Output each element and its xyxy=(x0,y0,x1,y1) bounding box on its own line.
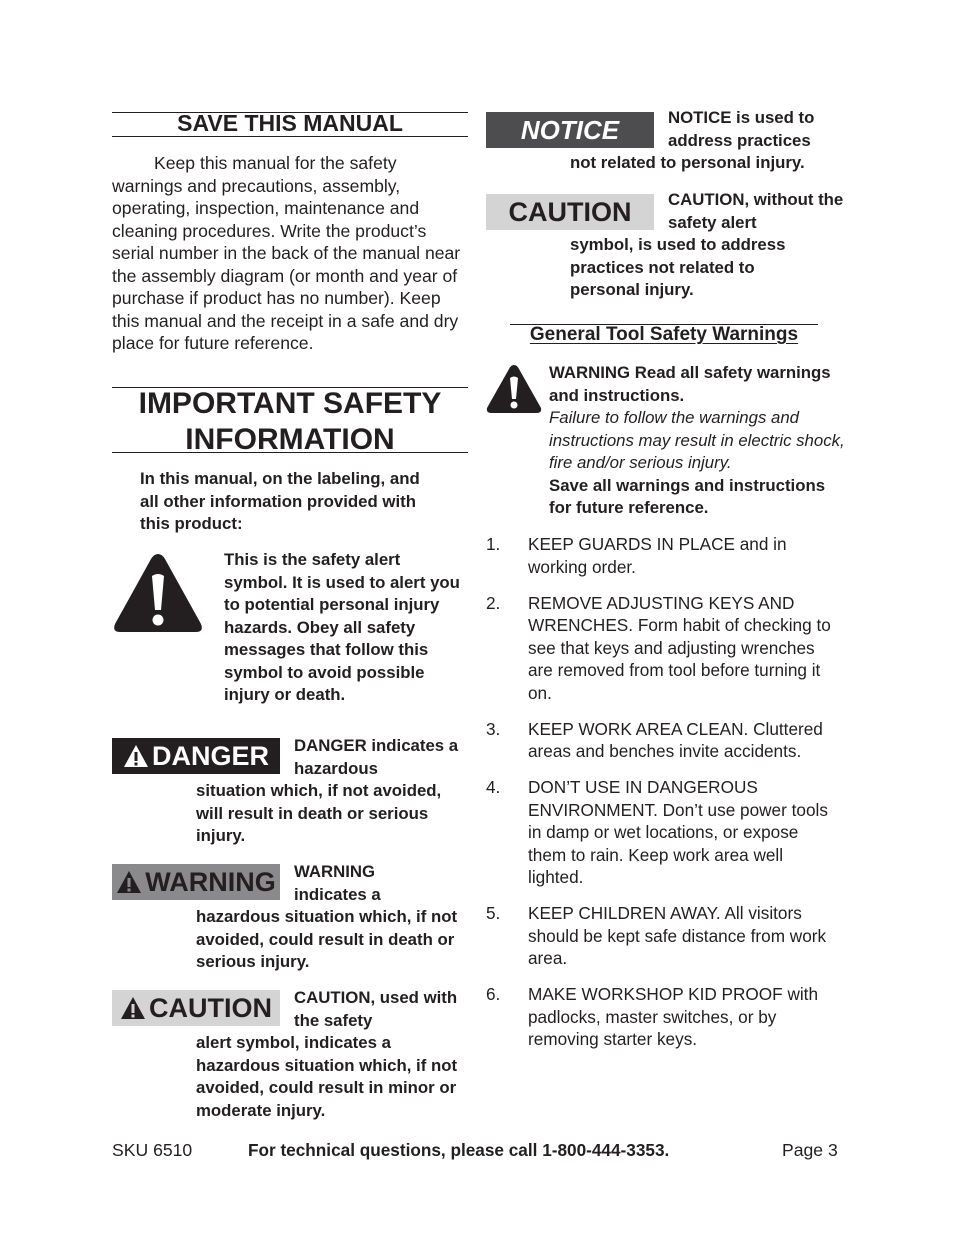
safety-rules-list xyxy=(486,533,846,1064)
notice-description: not related to personal injury. xyxy=(570,153,805,172)
general-safety-heading: General Tool Safety Warnings xyxy=(529,324,799,345)
caution-banner xyxy=(486,194,654,230)
danger-description: situation which, if not avoided, will result in death or serious injury. xyxy=(196,781,442,845)
save-manual-heading: SAVE THIS MANUAL xyxy=(177,110,403,136)
important-heading-line2: INFORMATION xyxy=(185,423,395,456)
general-warning-bold: WARNING Read all safety warnings and instructions. xyxy=(549,363,831,405)
danger-banner-label: DANGER xyxy=(151,740,269,771)
list-item-text: DON’T USE IN DANGEROUS ENVIRONMENT. Don’t use power tools in damp or wet locations, or expose them to rain. Keep work area well lighted. xyxy=(528,777,828,887)
list-item xyxy=(486,592,846,705)
warning-triangle-icon xyxy=(486,364,542,414)
caution-description: symbol, is used to address practices not related to personal injury. xyxy=(570,235,786,299)
caution-alert-description: alert symbol, indicates a hazardous situation which, if not avoided, could result in minor or moderate injury. xyxy=(196,1033,458,1120)
list-item-number: 3. xyxy=(486,718,501,739)
list-item-number: 6. xyxy=(486,984,501,1004)
caution-head: CAUTION, without the safety alert xyxy=(668,190,844,232)
danger-banner xyxy=(112,738,280,774)
danger-alert-icon xyxy=(123,744,149,768)
warning-description: hazardous situation which, if not avoided, could result in death or serious injury. xyxy=(196,907,458,971)
danger-head: DANGER indicates a hazardous xyxy=(294,736,459,778)
list-item-number: 5. xyxy=(486,903,501,923)
save-manual-text: Keep this manual for the safety warnings and precautions, assembly, operating, inspection, maintenance and cleaning procedures. Write the product’s serial number in the back of the manual near the assembly diagram (or month and year of purchase if product has no number). Keep this manual and the receipt in a safe and dry place for future reference. xyxy=(112,153,461,353)
save-rule-bottom xyxy=(112,136,468,137)
general-warning-save: Save all warnings and instructions for future reference. xyxy=(549,475,826,517)
important-rule-bottom xyxy=(112,452,468,453)
notice-banner xyxy=(486,112,654,148)
caution-banner-label: CAUTION xyxy=(508,196,632,227)
list-item xyxy=(486,983,846,1051)
save-manual-body xyxy=(112,152,468,355)
important-heading xyxy=(112,386,468,458)
safety-alert-description: This is the safety alert symbol. It is used to alert you to potential personal injury hazards. Obey all safety messages that follow this symbol to avoid possible injury or death. xyxy=(224,550,460,704)
list-item xyxy=(486,902,846,970)
notice-banner-label: NOTICE xyxy=(520,114,620,145)
caution-alert-head: CAUTION, used with the safety xyxy=(294,988,458,1030)
general-warning-block xyxy=(549,362,849,520)
list-item-text: KEEP GUARDS IN PLACE and in working order. xyxy=(528,534,787,577)
caution-alert-banner-label: CAUTION xyxy=(149,992,272,1023)
list-item-text: KEEP CHILDREN AWAY. All visitors should be kept safe distance from work area. xyxy=(528,903,827,968)
footer-contact: For technical questions, please call 1-800-444-3353. xyxy=(248,1140,670,1160)
safety-intro: In this manual, on the labeling, and all other information provided with this product: xyxy=(140,469,420,533)
important-heading-line1: IMPORTANT SAFETY xyxy=(138,387,442,420)
safety-alert-triangle-icon xyxy=(112,552,204,634)
caution-alert-icon xyxy=(120,996,146,1020)
general-warning-italic: Failure to follow the warnings and instructions may result in electric shock, fire and/or serious injury. xyxy=(549,408,845,472)
list-item xyxy=(486,718,846,763)
warning-head: WARNING indicates a xyxy=(294,862,381,904)
footer-page-number: Page 3 xyxy=(782,1140,838,1160)
list-item-number: 4. xyxy=(486,777,501,797)
notice-head: NOTICE is used to address practices xyxy=(668,108,815,150)
list-item-number: 2. xyxy=(486,592,501,613)
list-item-text: KEEP WORK AREA CLEAN. Cluttered areas and benches invite accidents. xyxy=(528,718,823,761)
list-item-text: REMOVE ADJUSTING KEYS AND WRENCHES. Form habit of checking to see that keys and adjusting wrenches are removed from tool before turning it on. xyxy=(528,592,831,703)
list-item-text: MAKE WORKSHOP KID PROOF with padlocks, master switches, or by removing starter keys. xyxy=(528,984,819,1049)
list-item xyxy=(486,776,846,889)
list-item-number: 1. xyxy=(486,534,501,554)
footer-sku: SKU 6510 xyxy=(112,1140,193,1160)
caution-alert-banner xyxy=(112,990,280,1026)
warning-banner-label: WARNING xyxy=(145,866,276,897)
warning-alert-icon xyxy=(116,870,142,894)
warning-banner xyxy=(112,864,280,900)
list-item xyxy=(486,533,846,578)
